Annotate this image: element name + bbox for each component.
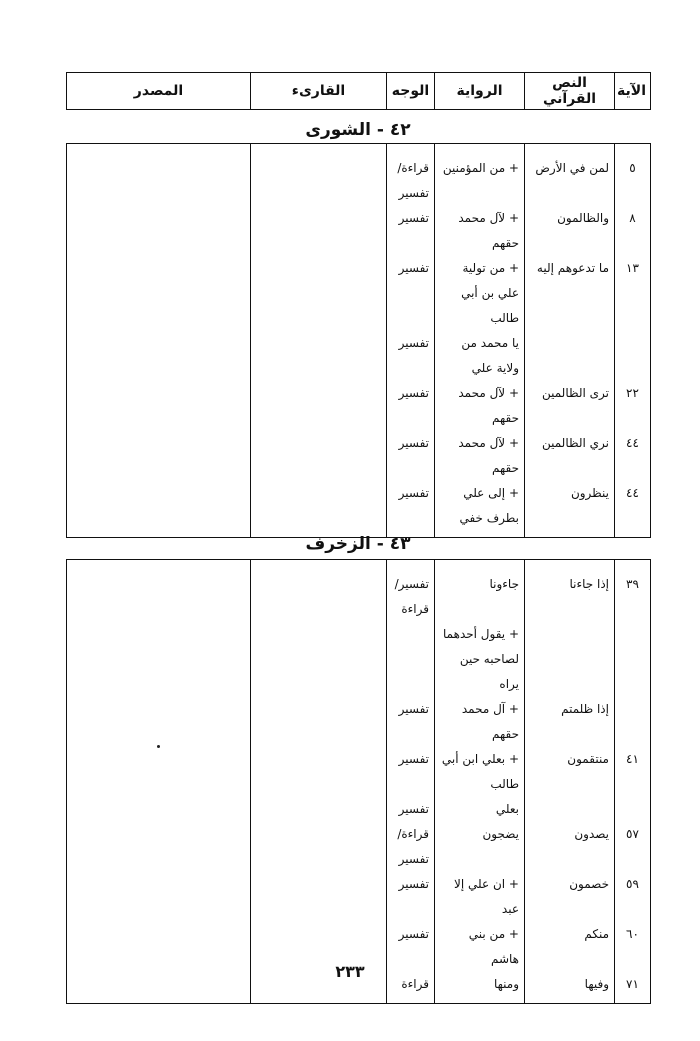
cell-riwaya: + من تولية علي بن أبي طالب [435,256,525,331]
header-wajh: الوجه [387,73,435,110]
cell-source [67,622,251,697]
table-row [67,381,651,431]
page-number: ٢٣٣ [335,962,365,981]
cell-source [67,206,251,256]
cell-wajh: تفسير [387,797,435,822]
table-row [67,144,651,207]
cell-wajh: تفسير [387,697,435,747]
cell-wajh: قراءة [387,972,435,1004]
cell-source [67,797,251,822]
table-row [67,256,651,331]
cell-wajh: تفسير [387,381,435,431]
cell-riwaya: + من المؤمنين [435,144,525,207]
cell-source [67,747,251,797]
cell-quran-text: إذا جاءنا [525,560,615,623]
cell-source [67,381,251,431]
cell-wajh: تفسير [387,431,435,481]
cell-riwaya: يضجون [435,822,525,872]
stray-dot [157,745,160,748]
cell-quran-text: إذا ظلمتم [525,697,615,747]
cell-riwaya: ومنها [435,972,525,1004]
cell-quran-text: والظالمون [525,206,615,256]
cell-qari [251,872,387,922]
cell-aya: ٤٤ [615,431,651,481]
cell-qari [251,206,387,256]
cell-wajh [387,622,435,697]
cell-riwaya: + لآل محمد حقهم [435,381,525,431]
header-row [67,73,651,110]
cell-quran-text: ترى الظالمين [525,381,615,431]
table-row [67,872,651,922]
cell-riwaya: + ان علي إلا عبد [435,872,525,922]
shura-table [66,143,651,538]
cell-riwaya: جاءونا [435,560,525,623]
cell-quran-text: ما تدعوهم إليه [525,256,615,331]
cell-qari [251,697,387,747]
cell-quran-text: منكم [525,922,615,972]
cell-riwaya: يا محمد من ولاية علي [435,331,525,381]
cell-wajh: تفسير [387,922,435,972]
header-text: النص القرآني [525,73,615,110]
cell-riwaya: + آل محمد حقهم [435,697,525,747]
cell-aya [615,797,651,822]
cell-aya: ٥ [615,144,651,207]
cell-riwaya: بعلي [435,797,525,822]
cell-wajh: تفسير [387,206,435,256]
cell-quran-text [525,622,615,697]
section-title-zukhruf: ٤٣ - الزخرف [305,534,411,554]
table-row [67,622,651,697]
cell-quran-text [525,331,615,381]
cell-aya: ٤١ [615,747,651,797]
cell-source [67,144,251,207]
header-riwaya: الرواية [435,73,525,110]
table-row [67,431,651,481]
cell-wajh: تفسير [387,256,435,331]
cell-source [67,481,251,538]
column-header-table [66,72,651,110]
cell-source [67,331,251,381]
cell-qari [251,256,387,331]
cell-qari [251,747,387,797]
cell-aya [615,622,651,697]
cell-riwaya: + إلى علي بطرف خفي [435,481,525,538]
cell-source [67,822,251,872]
cell-qari [251,431,387,481]
cell-aya: ٥٩ [615,872,651,922]
cell-aya: ٥٧ [615,822,651,872]
cell-riwaya: + لآل محمد حقهم [435,431,525,481]
cell-qari [251,622,387,697]
cell-aya: ١٣ [615,256,651,331]
cell-aya [615,697,651,747]
cell-wajh: تفسير [387,747,435,797]
cell-quran-text: ينظرون [525,481,615,538]
cell-quran-text: لمن في الأرض [525,144,615,207]
cell-aya: ٨ [615,206,651,256]
table-row [67,697,651,747]
cell-source [67,560,251,623]
cell-source [67,431,251,481]
table-row [67,206,651,256]
cell-source [67,872,251,922]
cell-qari [251,560,387,623]
cell-qari [251,144,387,207]
table-row [67,747,651,797]
cell-qari [251,381,387,431]
cell-wajh: تفسير [387,872,435,922]
cell-quran-text: نري الظالمين [525,431,615,481]
cell-wajh: تفسير [387,331,435,381]
table-row [67,822,651,872]
cell-aya: ٣٩ [615,560,651,623]
cell-aya: ٢٢ [615,381,651,431]
section-title-shura: ٤٢ - الشورى [305,120,411,140]
table-row [67,331,651,381]
cell-source [67,256,251,331]
cell-wajh: قراءة/ تفسير [387,144,435,207]
header-aya: الآية [615,73,651,110]
cell-wajh: تفسير [387,481,435,538]
cell-aya: ٦٠ [615,922,651,972]
cell-riwaya: + يقول أحدهما لصاحبه حين يراه [435,622,525,697]
cell-source [67,697,251,747]
cell-wajh: قراءة/ تفسير [387,822,435,872]
cell-quran-text: يصدون [525,822,615,872]
header-source: المصدر [67,73,251,110]
cell-qari [251,331,387,381]
cell-quran-text: منتقمون [525,747,615,797]
header-qari: القارىء [251,73,387,110]
table-row [67,797,651,822]
cell-wajh: تفسير/ قراءة [387,560,435,623]
cell-quran-text: وفيها [525,972,615,1004]
cell-qari [251,481,387,538]
cell-riwaya: + بعلي ابن أبي طالب [435,747,525,797]
cell-aya: ٤٤ [615,481,651,538]
table-row [67,560,651,623]
cell-quran-text [525,797,615,822]
cell-qari [251,822,387,872]
cell-aya [615,331,651,381]
cell-riwaya: + لآل محمد حقهم [435,206,525,256]
cell-riwaya: + من بني هاشم [435,922,525,972]
zukhruf-table [66,559,651,1004]
cell-quran-text: خصمون [525,872,615,922]
cell-aya: ٧١ [615,972,651,1004]
cell-qari [251,797,387,822]
table-row [67,481,651,538]
